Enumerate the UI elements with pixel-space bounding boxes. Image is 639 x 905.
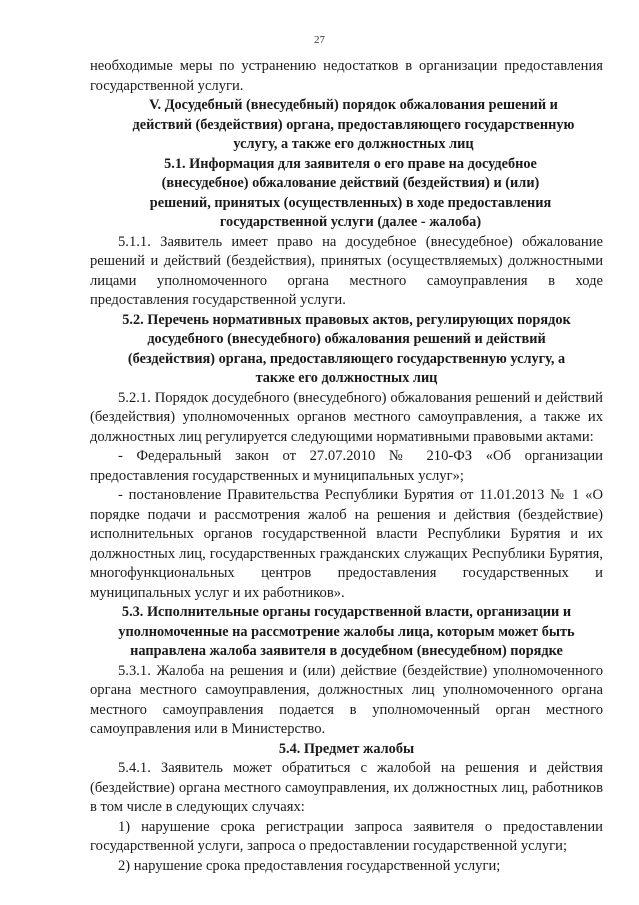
section-5-2-heading: 5.2. Перечень нормативных правовых актов, регулирующих порядок досудебного (внесудебного) обжалования решений и действий (бездействия) органа, предоставляющего государственную услугу, а также его должностных лиц: [122, 311, 571, 386]
document-body: [90, 57, 603, 876]
paragraph-5-1-1: 5.1.1. Заявитель имеет право на досудебное (внесудебное) обжалование решений и действий (бездействия), принятых (осуществляемых) должностными лицами уполномоченного органа местного самоуправления в ходе предоставления государственной услуги.: [90, 233, 603, 308]
list-item-federal-law: - Федеральный закон от 27.07.2010 № 210-ФЗ «Об организации предоставления государственных и муниципальных услуг»;: [90, 448, 603, 484]
list-item-government-decree: - постановление Правительства Республики Бурятия от 11.01.2013 № 1 «О порядке подачи и рассмотрения жалоб на решения и действия (бездействие) исполнительных органов государственной власти Республики Бурятия и их должностных лиц, государственных гражданских служащих Республики Бурятия, многофункциональных центров предоставления государственных и муниципальных услуг и их работников».: [90, 487, 603, 601]
paragraph-5-4-1: 5.4.1. Заявитель может обратиться с жалобой на решения и действия (бездействие) органа местного самоуправления, их должностных лиц, работников в том числе в следующих случаях:: [90, 760, 603, 815]
section-5-1-heading: 5.1. Информация для заявителя о его праве на досудебное (внесудебное) обжалование действий (бездействия) и (или) решений, принятых (осуществленных) в ходе предоставления государственной услуги (далее - жалоба): [149, 155, 552, 230]
section-5-3-heading: 5.3. Исполнительные органы государственной власти, организации и уполномоченные на рассмотрение жалобы лица, которым может быть направлена жалоба заявителя в досудебном (внесудебном) порядке: [118, 604, 575, 659]
page-number: 27: [314, 34, 325, 46]
list-item-1: 1) нарушение срока регистрации запроса заявителя о предоставлении государственной услуги, запроса о предоставлении государственной услуги;: [90, 818, 603, 854]
paragraph-5-3-1: 5.3.1. Жалоба на решения и (или) действие (бездействие) уполномоченного органа местного самоуправления, должностных лиц уполномоченного органа местного самоуправления подается в уполномоченный орган местного самоуправления или в Министерство.: [90, 662, 603, 737]
paragraph-5-2-1: 5.2.1. Порядок досудебного (внесудебного) обжалования решений и действий (бездействия) уполномоченных органов местного самоуправления, а также их должностных лиц регулируется следующими нормативными правовыми актами:: [90, 389, 603, 445]
section-5-4-heading: 5.4. Предмет жалобы: [278, 740, 415, 757]
intro-paragraph: необходимые меры по устранению недостатков в организации предоставления государственной услуги.: [90, 58, 603, 94]
section-5-heading: V. Досудебный (внесудебный) порядок обжалования решений и действий (бездействия) органа, предоставляющего государственную услугу, а также его должностных лиц: [132, 97, 575, 152]
list-item-2: 2) нарушение срока предоставления государственной услуги;: [118, 857, 501, 874]
